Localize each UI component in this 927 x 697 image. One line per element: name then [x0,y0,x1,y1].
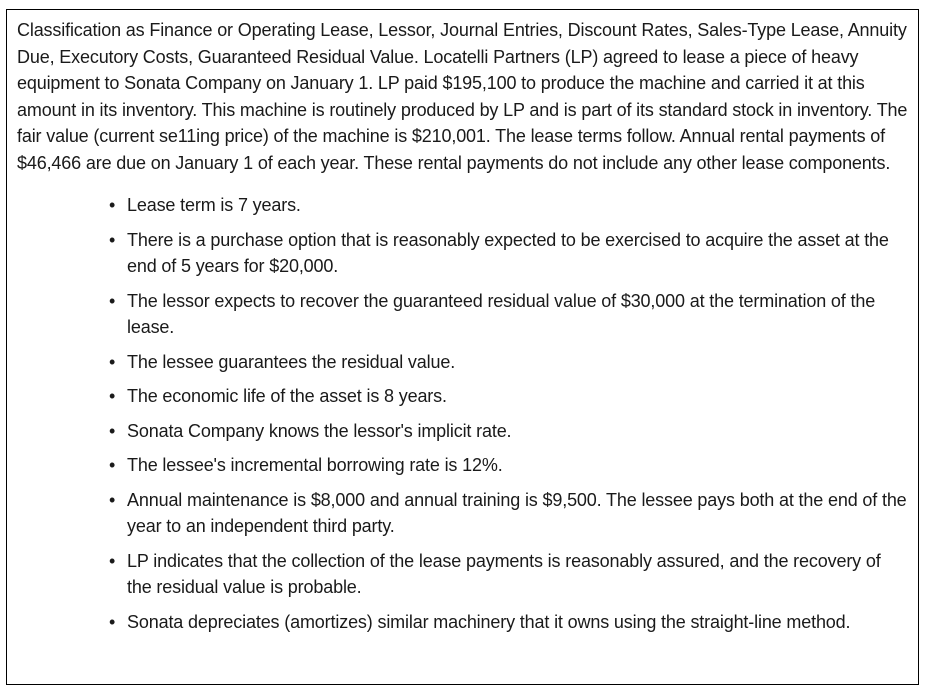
list-item-text: Lease term is 7 years. [127,195,301,215]
list-item-text: LP indicates that the collection of the lease payments is reasonably assured, and the recovery of the residual value is probable. [127,550,881,597]
list-item-text: The economic life of the asset is 8 years. [127,386,447,406]
list-item [109,288,908,341]
list-item-text: Annual maintenance is $8,000 and annual training is $9,500. The lessee pays both at the end of the year to an independent third party. [127,489,907,536]
list-item [109,487,908,540]
bullet-icon: • [109,195,116,215]
list-item-text: The lessee's incremental borrowing rate is 12%. [127,455,503,475]
bullet-icon: • [109,229,116,250]
list-item [109,609,908,636]
list-item-text: Sonata Company knows the lessor's implicit rate. [127,420,512,441]
list-item-text: The lessor expects to recover the guaranteed residual value of $30,000 at the termination of the lease. [127,290,876,337]
list-item [109,227,908,280]
problem-box [6,9,919,685]
bullet-icon: • [109,455,116,475]
list-item [109,383,908,410]
list-item [109,418,908,445]
list-item [109,349,908,376]
list-item [109,548,908,601]
bullet-icon: • [109,420,116,441]
bullet-icon: • [109,386,116,406]
list-item-text: The lessee guarantees the residual value. [127,351,456,372]
bullet-icon: • [109,611,116,632]
lease-terms-list [17,192,908,635]
bullet-icon: • [109,351,116,372]
list-item [109,192,908,219]
list-item-text: Sonata depreciates (amortizes) similar machinery that it owns using the straight-line method. [127,611,851,632]
problem-intro-text: Classification as Finance or Operating Lease, Lessor, Journal Entries, Discount Rates, Sales-Type Lease, Annuity Due, Executory Costs, Guaranteed Residual Value. Locatelli Partners (LP) agreed to lease a piece of heavy equipment to Sonata Company on January 1. LP paid $195,100 to produce the machine and carried it at this amount in its inventory. This machine is routinely produced by LP and is part of its standard stock in inventory. The fair value (current se11ing price) of the machine is $210,001. The lease terms follow. Annual rental payments of $46,466 are due on January 1 of each year. These rental payments do not include any other lease components. [17,20,908,173]
list-item-text: There is a purchase option that is reasonably expected to be exercised to acquire the asset at the end of 5 years for $20,000. [127,229,889,276]
bullet-icon: • [109,550,116,571]
bullet-icon: • [109,290,116,311]
bullet-icon: • [109,489,116,510]
list-item [109,452,908,479]
